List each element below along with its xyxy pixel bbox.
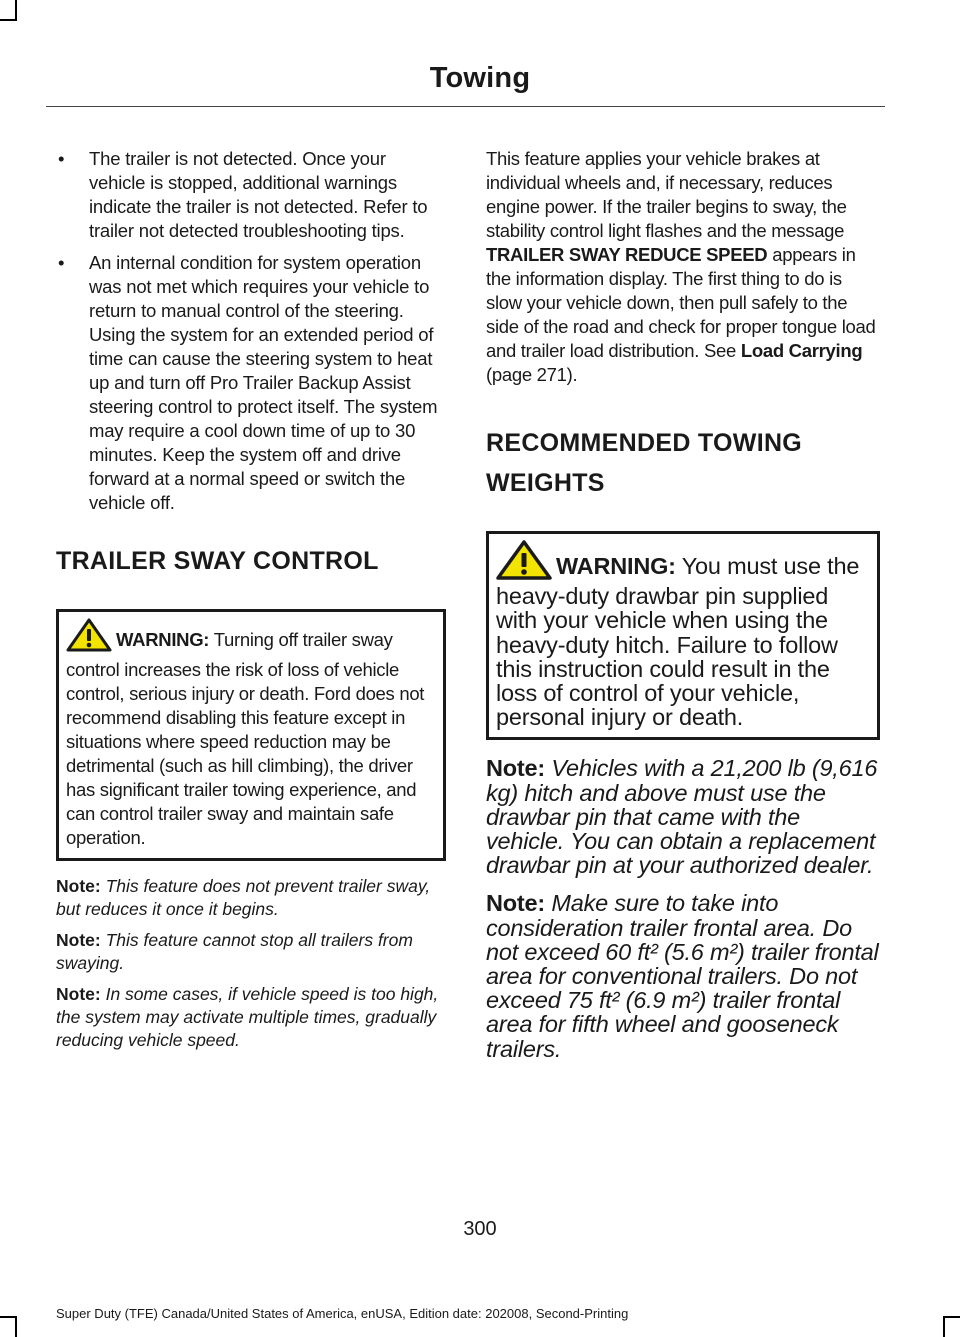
list-item (56, 147, 446, 243)
sway-description-text: This feature applies your vehicle brakes at individual wheels and, if necessary, reduces engine power. If the trailer begins to sway, the stability control light flashes and the message (486, 148, 847, 241)
page-number: 300 (463, 1218, 497, 1240)
warning-label: WARNING: (116, 629, 210, 650)
bullet-text: An internal condition for system operation was not met which requires your vehicle to return to manual control of the steering. Using the system for an extended period of time can cause the steering system to heat up and turn off Pro Trailer Backup Assist steering control to protect itself. The system may require a cool down time of up to 30 minutes. Keep the system off and drive forward at a normal speed or switch the vehicle off. (89, 252, 438, 513)
crop-mark (943, 1316, 945, 1337)
note-label: Note: (56, 930, 101, 950)
note (56, 983, 446, 1052)
crop-mark (0, 19, 17, 21)
warning-box (56, 609, 446, 861)
warning-text: You must use the heavy-duty drawbar pin supplied with your vehicle when using the heavy-duty hitch. Failure to follow this instruction could result in the loss of control of your vehicle, personal injury or death. (496, 553, 860, 731)
list-item (56, 251, 446, 515)
header-divider (46, 106, 885, 107)
sway-description (486, 147, 880, 387)
note-label: Note: (486, 890, 546, 917)
note-label: Note: (56, 876, 101, 896)
crop-mark (15, 1316, 17, 1337)
warning-triangle-icon (496, 540, 552, 584)
bullet-list (56, 147, 446, 515)
crop-mark (943, 1316, 960, 1318)
note (56, 929, 446, 975)
warning-text: Turning off trailer sway control increases the risk of loss of vehicle control, serious injury or death. Ford does not recommend disabling this feature except in situations where speed reduction may be detrimental (such as hill climbing), the driver has significant trailer towing experience, and can control trailer sway and maintain safe operation. (66, 629, 425, 848)
left-column (56, 147, 446, 1052)
note-text: Make sure to take into consideration trailer frontal area. Do not exceed 60 ft² (5.6 m²) trailer frontal area for conventional trailers. Do not exceed 75 ft² (6.9 m²) trailer frontal area for fifth wheel and gooseneck trailers. (486, 890, 879, 1062)
note-text: This feature does not prevent trailer sway, but reduces it once it begins. (56, 876, 431, 919)
warning-box (486, 531, 880, 740)
crop-mark (0, 1316, 17, 1318)
warning-label: WARNING: (556, 553, 676, 579)
bullet-marker: • (58, 252, 65, 273)
section-heading-towing-weights (486, 429, 880, 497)
note-text: In some cases, if vehicle speed is too high, the system may activate multiple times, gradually reducing vehicle speed. (56, 984, 439, 1050)
bullet-marker: • (58, 148, 65, 169)
note-text: This feature cannot stop all trailers from swaying. (56, 930, 413, 973)
crop-mark (15, 0, 17, 21)
page-reference: (page 271). (486, 364, 578, 385)
note (486, 891, 880, 1060)
load-carrying-link[interactable]: Load Carrying (740, 340, 863, 361)
section-heading-line: WEIGHTS (486, 469, 605, 497)
note (486, 756, 880, 877)
sway-description-text: appears in the information display. The first thing to do is slow your vehicle down, then pull safely to the side of the road and check for proper tongue load and trailer load distribution. See (486, 244, 876, 361)
page-title: Towing (429, 62, 531, 94)
note-label: Note: (486, 755, 546, 782)
note-label: Note: (56, 984, 101, 1004)
note-text: Vehicles with a 21,200 lb (9,616 kg) hitch and above must use the drawbar pin that came with the vehicle. You can obtain a replacement drawbar pin at your authorized dealer. (486, 755, 878, 879)
section-heading-line: RECOMMENDED TOWING (486, 429, 803, 457)
warning-triangle-icon (66, 618, 112, 658)
section-heading-trailer-sway: TRAILER SWAY CONTROL (56, 547, 379, 575)
note (56, 875, 446, 921)
bullet-text: The trailer is not detected. Once your vehicle is stopped, additional warnings indicate the trailer is not detected. Refer to trailer not detected troubleshooting tips. (89, 148, 428, 241)
footer-edition-info: Super Duty (TFE) Canada/United States of America, enUSA, Edition date: 202008, Second-Printing (56, 1306, 629, 1321)
display-message: TRAILER SWAY REDUCE SPEED (486, 244, 768, 265)
right-column (486, 147, 880, 1061)
